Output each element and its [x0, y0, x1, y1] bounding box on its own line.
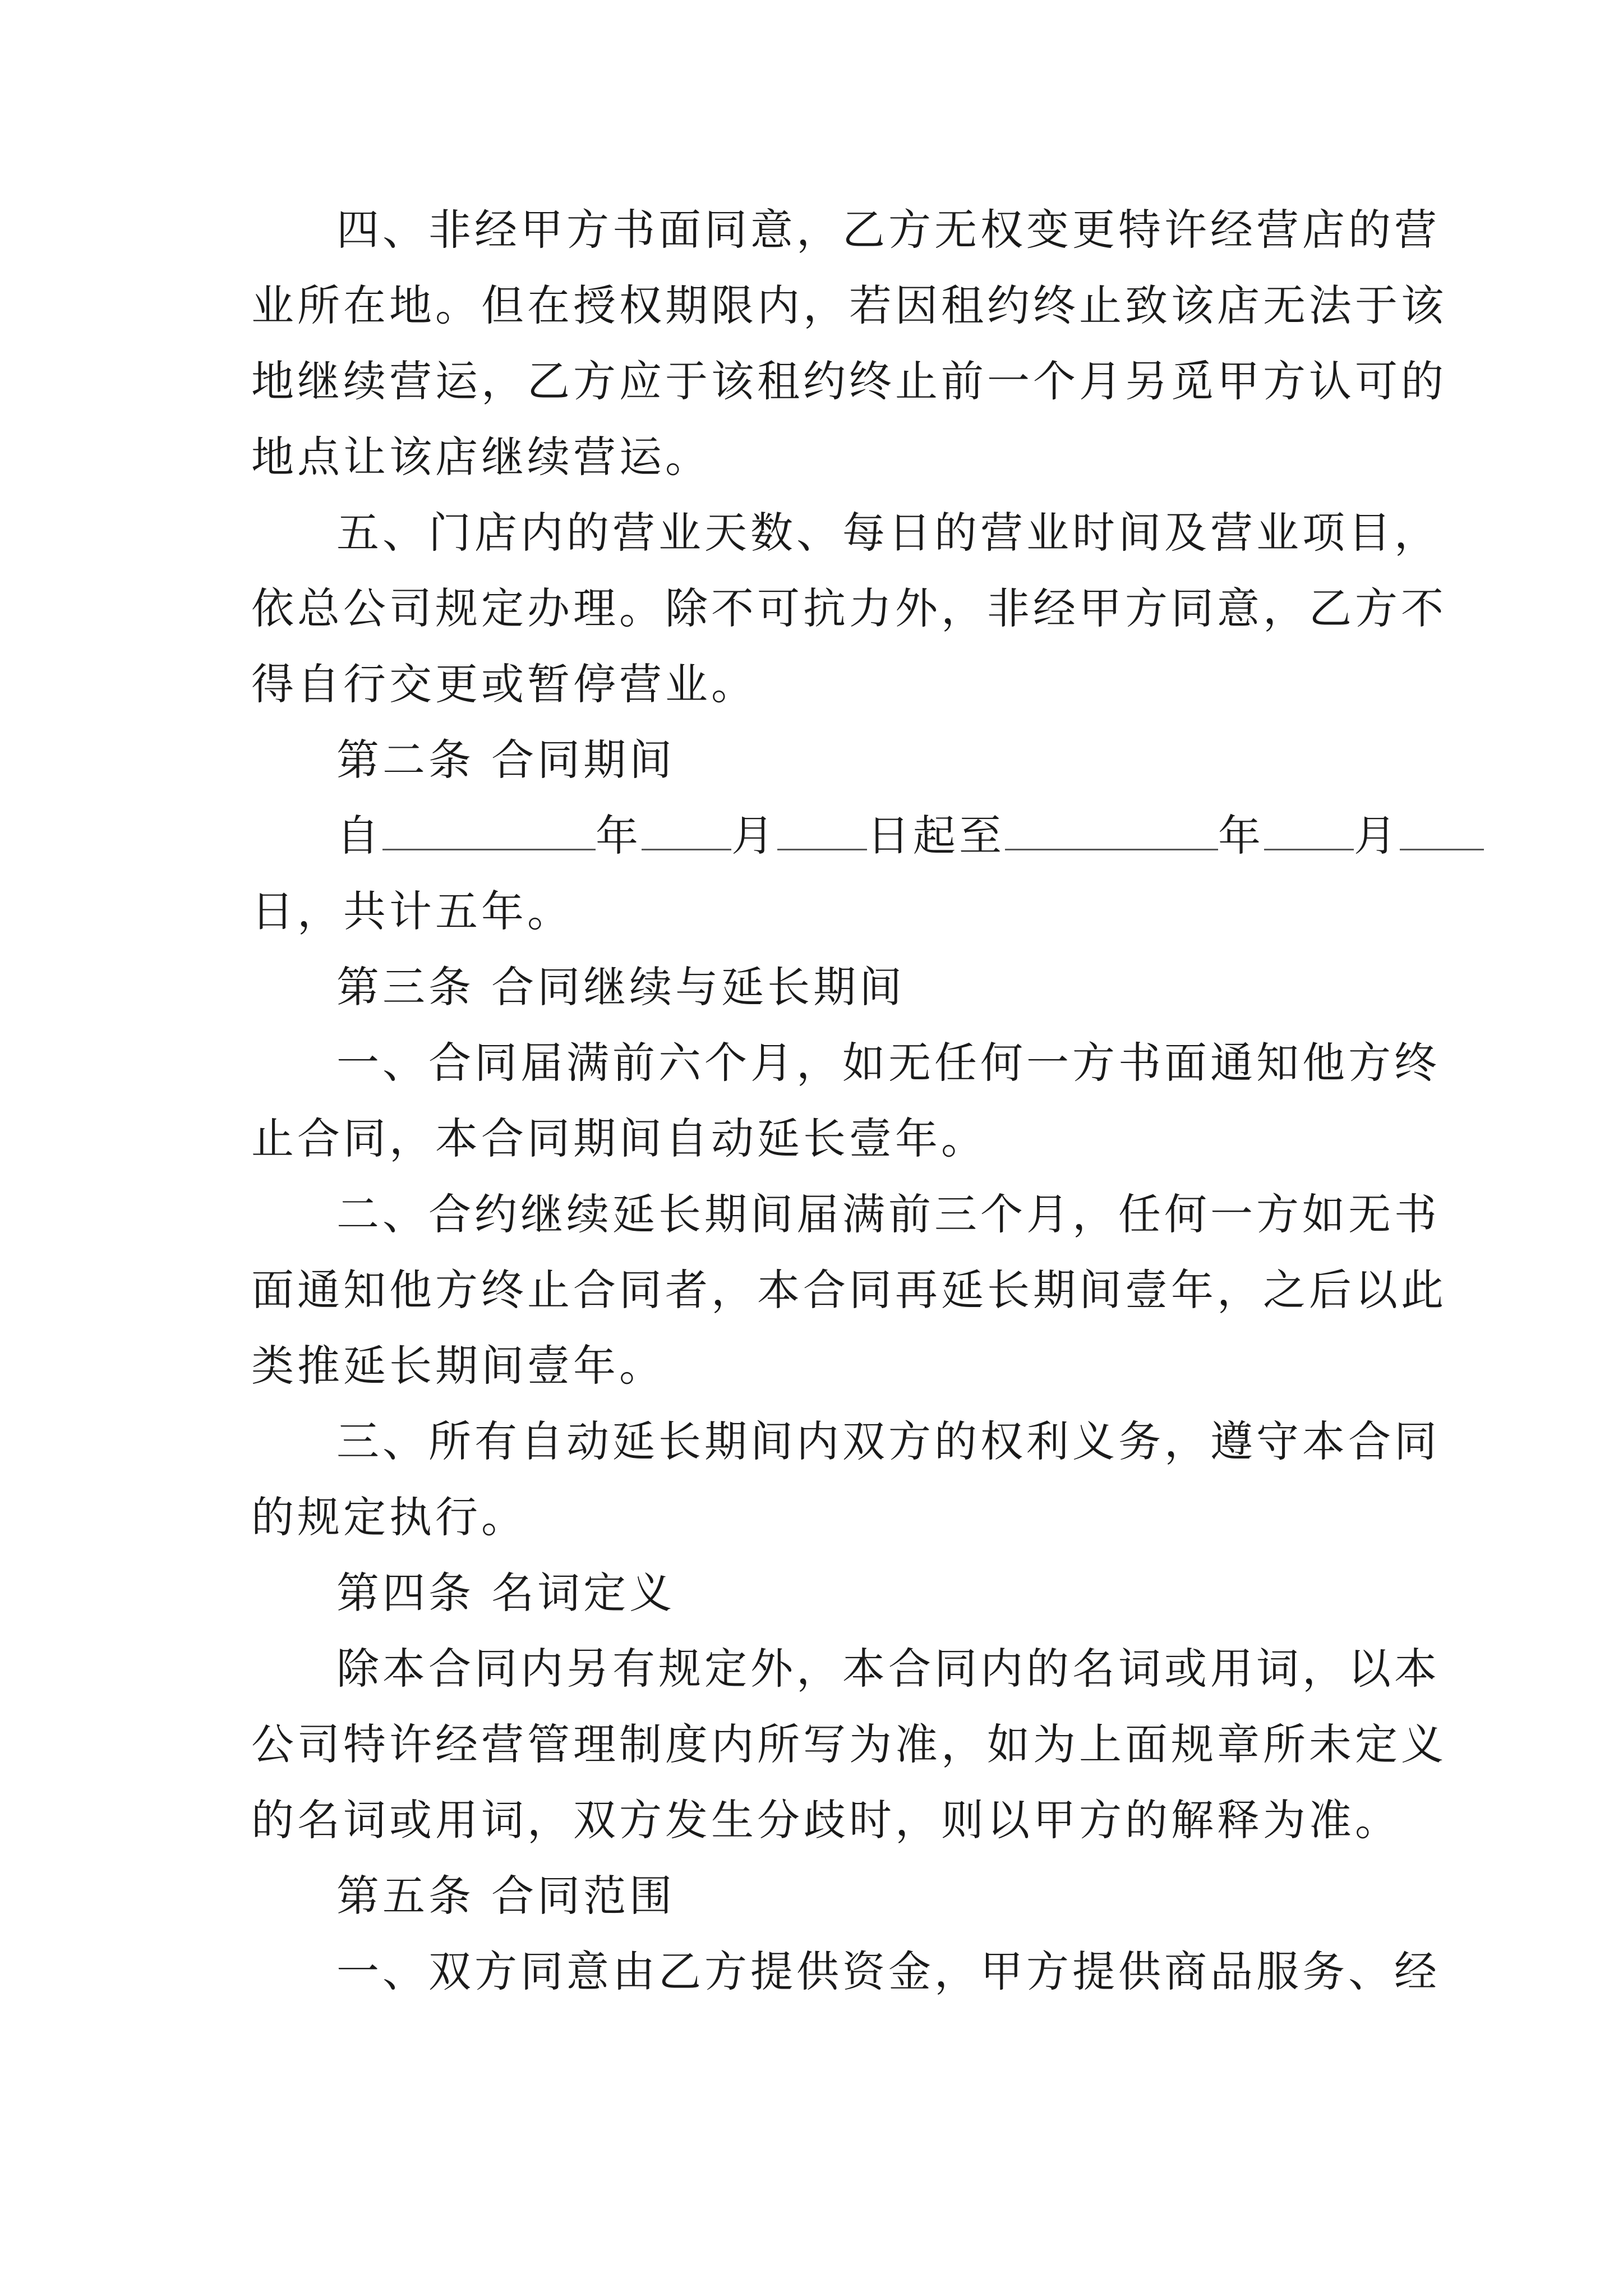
blank-end-year — [1005, 809, 1218, 850]
text-line: 面通知他方终止合同者，本合同再延长期间壹年，之后以此 — [251, 1265, 1447, 1315]
text-line: 的规定执行。 — [251, 1492, 527, 1542]
section-heading: 第四条 名词定义 — [336, 1568, 676, 1618]
text-line: 一、双方同意由乙方提供资金，甲方提供商品服务、经 — [336, 1947, 1440, 1996]
section-heading: 第二条 合同期间 — [336, 735, 676, 785]
text-line: 二、合约继续延长期间届满前三个月，任何一方如无书 — [336, 1189, 1440, 1239]
text-line: 得自行交更或暂停营业。 — [251, 659, 757, 709]
text-line: 止合同，本合同期间自动延长壹年。 — [251, 1114, 987, 1163]
text-line: 五、门店内的营业天数、每日的营业时间及营业项目， — [336, 508, 1440, 558]
period-day-to-label: 日起至 — [867, 811, 1005, 861]
blank-end-day — [1400, 809, 1484, 850]
period-year-label: 年 — [1218, 811, 1264, 861]
blank-start-year — [382, 809, 596, 850]
contract-period-line — [336, 809, 1400, 863]
text-line: 地继续营运，乙方应于该租约终止前一个月另觅甲方认可的 — [251, 356, 1447, 406]
text-line: 日，共计五年。 — [251, 886, 573, 936]
text-line: 类推延长期间壹年。 — [251, 1341, 665, 1391]
text-line: 四、非经甲方书面同意，乙方无权变更特许经营店的营 — [336, 205, 1440, 255]
text-line: 业所在地。但在授权期限内，若因租约终止致该店无法于该 — [251, 280, 1447, 330]
period-month-label: 月 — [731, 811, 777, 861]
text-line: 的名词或用词，双方发生分歧时，则以甲方的解释为准。 — [251, 1795, 1401, 1845]
period-from-label: 自 — [336, 811, 382, 861]
blank-start-month — [642, 809, 731, 850]
blank-end-month — [1264, 809, 1354, 850]
text-line: 依总公司规定办理。除不可抗力外，非经甲方同意，乙方不 — [251, 583, 1447, 633]
text-line: 除本合同内另有规定外，本合同内的名词或用词，以本 — [336, 1644, 1440, 1694]
period-year-label: 年 — [596, 811, 642, 861]
text-line: 一、合同届满前六个月，如无任何一方书面通知他方终 — [336, 1038, 1440, 1088]
section-heading: 第五条 合同范围 — [336, 1871, 676, 1921]
text-line: 三、所有自动延长期间内双方的权利义务，遵守本合同 — [336, 1416, 1440, 1466]
section-heading: 第三条 合同继续与延长期间 — [336, 962, 906, 1012]
text-line: 地点让该店继续营运。 — [251, 432, 711, 482]
period-month-label: 月 — [1354, 811, 1400, 861]
blank-start-day — [777, 809, 867, 850]
text-line: 公司特许经营管理制度内所写为准，如为上面规章所未定义 — [251, 1719, 1447, 1769]
